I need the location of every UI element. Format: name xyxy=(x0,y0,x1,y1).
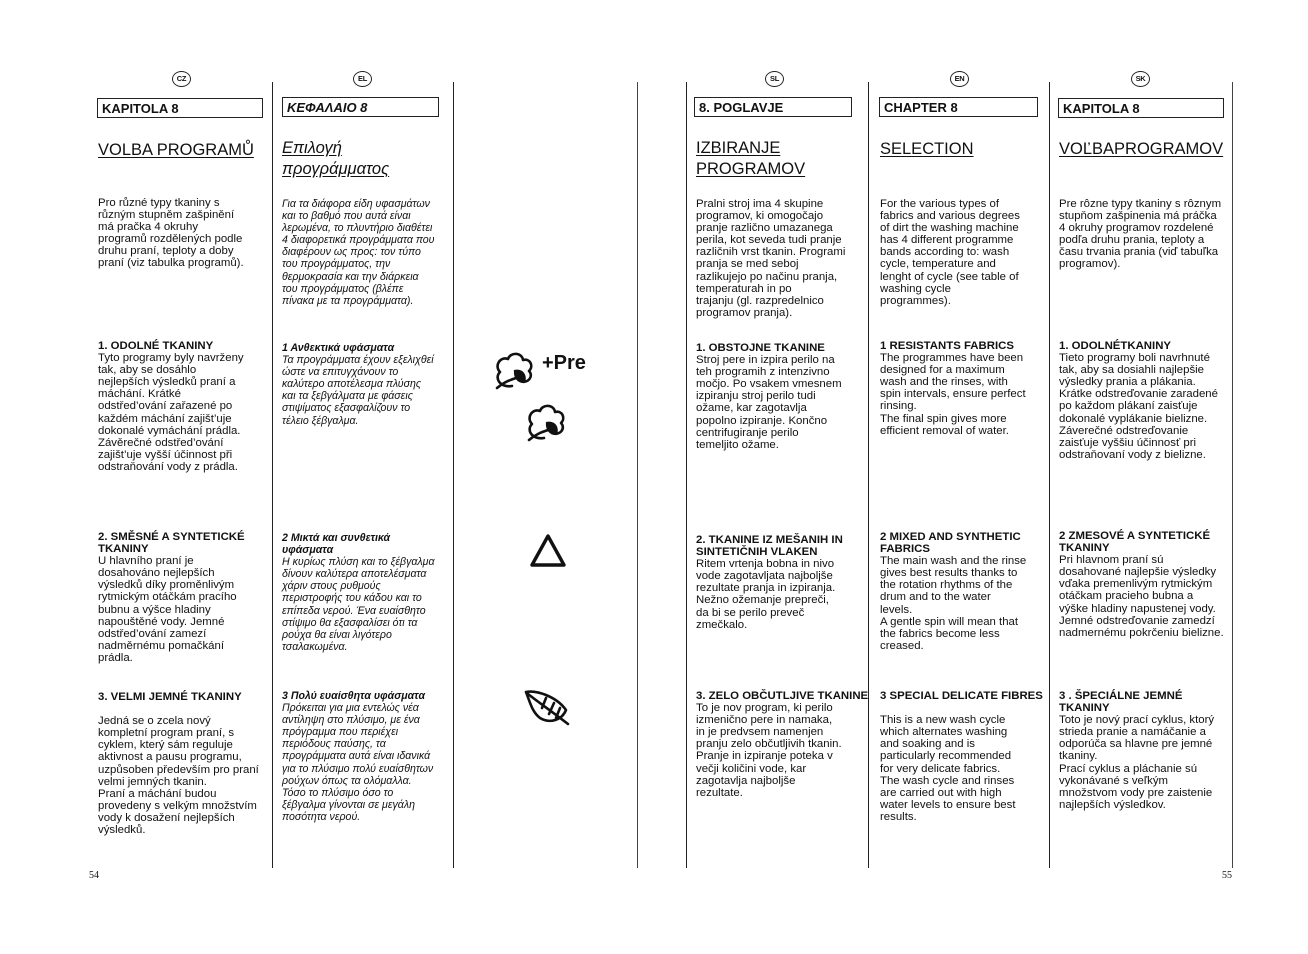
text-line: dosahované najlepšie výsledky xyxy=(1059,566,1217,579)
text-line: množstvom vody pre zaistenie xyxy=(1059,786,1213,799)
section-2-sk xyxy=(1059,530,1224,639)
text-line: και το βαθμό που αυτά είναι xyxy=(282,210,411,223)
text-line: odstraňování vody z prádla. xyxy=(98,460,238,473)
column-divider xyxy=(1232,82,1233,868)
text-line: popolno izpiranje. Končno xyxy=(696,414,828,427)
text-line: ρούχων όπως τα ολόμαλλα. xyxy=(282,774,412,787)
text-line: cyklem, který sám reguluje xyxy=(98,739,233,752)
section-heading-line: 1. ODOLNÉTKANINY xyxy=(1059,340,1172,352)
text-line: centrifugiranje perilo xyxy=(696,426,799,439)
section-2-en xyxy=(880,531,1026,652)
cotton-icon xyxy=(524,402,570,442)
text-line: δίνουν καλύτερα αποτελέσματα xyxy=(282,568,427,581)
text-line: lenght of cycle (see table of xyxy=(880,270,1019,283)
section-title-sl xyxy=(696,138,805,180)
text-line: ρούχα θα είναι λιγότερο xyxy=(282,628,392,641)
language-badge-cz: CZ xyxy=(172,71,191,87)
text-line: Závěrečné odstřed’ování xyxy=(98,436,224,449)
text-line: λερωμένα, το πλυντήριο διαθέτει xyxy=(282,222,433,235)
section-heading-line: 3 . ŠPECIÁLNE JEMNÉ xyxy=(1059,690,1183,702)
section-title-el xyxy=(282,138,389,180)
section-heading-line: 3 SPECIAL DELICATE FIBRES xyxy=(880,690,1043,702)
text-line: dokonalé vyplákanie bielizne. xyxy=(1059,412,1208,425)
text-line: Πρόκειται για μια εντελώς νέα xyxy=(282,702,419,715)
text-line: PROGRAMOV xyxy=(696,160,806,178)
text-line: výške hladiny napustenej vody. xyxy=(1059,602,1216,615)
text-line: For the various types of xyxy=(880,198,1000,210)
section-heading-line: SINTETIČNIH VLAKEN xyxy=(696,546,818,559)
text-line: which alternates washing xyxy=(880,726,1008,739)
section-heading-line: 2 ZMESOVÉ A SYNTETICKÉ xyxy=(1059,530,1211,542)
text-line: Τα προγράμματα έχουν εξελιχθεί xyxy=(282,354,434,367)
text-line: The wash cycle and rinses xyxy=(880,774,1015,787)
column-divider xyxy=(686,82,687,868)
text-line: The main wash and the rinse xyxy=(880,555,1027,568)
text-line: στιψίματος εξασφαλίζουν το xyxy=(282,402,411,415)
text-line: προγράμματος xyxy=(282,160,390,178)
column-divider xyxy=(1049,82,1050,868)
text-line: VOLBA PROGRAMŮ xyxy=(98,141,254,159)
section-heading-line: 3. VELMI JEMNÉ TKANINY xyxy=(98,691,242,703)
text-line: da bi se perilo preveč xyxy=(696,606,805,619)
text-line: temperaturah in po xyxy=(696,282,792,295)
text-line: cycle, temperature and xyxy=(880,258,996,271)
text-line: odstřed’ování zamezí xyxy=(98,627,207,640)
text-line: velmi jemných tkanin. xyxy=(98,775,207,788)
text-line: A gentle spin will mean that xyxy=(880,615,1019,628)
text-line: podľa druhu prania, teploty a xyxy=(1059,234,1205,247)
text-line: of dirt the washing machine xyxy=(880,222,1019,235)
text-line: tak, aby sa dosiahli najlepšie xyxy=(1059,364,1205,377)
text-line: the fabrics become less xyxy=(880,627,1000,640)
text-line: drum and to the water xyxy=(880,591,991,604)
text-line: Tieto programy boli navrhnuté xyxy=(1059,352,1210,365)
text-line: προγράμματα αυτά είναι ιδανικά xyxy=(282,750,431,763)
text-line: Pranje in izpiranje poteka v xyxy=(696,750,833,763)
synthetic-triangle-icon xyxy=(528,532,568,570)
text-line: levels. xyxy=(880,603,913,616)
text-line: περιστροφής του κάδου και το xyxy=(282,592,422,605)
text-line: aktivnost a pausu programu, xyxy=(98,751,242,764)
text-line: fabrics and various degrees xyxy=(880,210,1020,223)
text-line: provedeny s velkým množstvím xyxy=(98,799,257,812)
text-line: zajišt’uje vyšší účinnost při xyxy=(98,448,233,461)
text-line: máchání. Krátké xyxy=(98,388,181,401)
text-line: výsledků díky proměnlivým xyxy=(98,579,235,592)
text-line: περιόδους παύσης, τα xyxy=(282,738,386,751)
text-line: vode zagotavljata najboljše xyxy=(696,570,833,583)
section-heading-line: 3. ZELO OBČUTLJIVE TKANINE xyxy=(696,690,869,702)
text-line: razlikujejo po načinu pranja, xyxy=(696,270,838,283)
section-title-en xyxy=(880,139,974,160)
prewash-label: +Pre xyxy=(542,352,586,374)
text-line: designed for a maximum xyxy=(880,364,1005,377)
text-line: programov, ki omogočajo xyxy=(696,210,824,223)
text-line xyxy=(880,702,1043,714)
text-line: zaisťuje vyššiu účinnosť pri xyxy=(1059,436,1197,449)
text-line: Praní a máchání budou xyxy=(98,787,217,800)
text-line: nejlepších výsledků praní a xyxy=(98,376,236,389)
text-line: odporúča sa hlavne pre jemné xyxy=(1059,738,1213,751)
language-badge-el: EL xyxy=(353,71,372,87)
text-line: in je predvsem namenjen xyxy=(696,726,824,739)
text-line: praní (viz tabulka programů). xyxy=(98,257,244,270)
text-line: To je nov program, ki perilo xyxy=(696,702,833,715)
text-line: Záverečné odstreďovanie xyxy=(1059,424,1189,437)
text-line: διαφέρουν ως προς: τον τύπο xyxy=(282,246,421,259)
text-line: má pračka 4 okruhy xyxy=(98,221,199,234)
text-line: močjo. Po vsakem vmesnem xyxy=(696,378,842,391)
text-line: izpiranju stroj perilo tudi xyxy=(696,390,816,403)
text-line: času trvania prania (viď tabuľka xyxy=(1059,246,1219,259)
text-line: nadmernému pokrčeniu bielizne. xyxy=(1059,626,1224,639)
language-badge-sl: SL xyxy=(765,71,784,87)
column-divider xyxy=(868,82,869,868)
text-line: tak, aby se dosáhlo xyxy=(98,364,197,377)
text-line: creased. xyxy=(880,639,924,652)
text-line: výsledků. xyxy=(98,824,146,837)
section-heading-line: TKANINY xyxy=(1059,702,1110,715)
text-line: spin intervals, ensure perfect xyxy=(880,388,1026,401)
text-line: Η κυρίως πλύση και το ξέβγαλμα xyxy=(282,556,435,569)
text-line: různým stupněm zašpinění xyxy=(98,209,235,222)
section-heading-line: 1. OBSTOJNE TKANINE xyxy=(696,342,825,354)
text-line: različnih vrst tkanin. Programi xyxy=(696,246,846,259)
text-line: uzpůsoben především pro praní xyxy=(98,763,259,776)
text-line: programov). xyxy=(1059,258,1121,271)
text-line: nadměrnému pomačkání xyxy=(98,639,224,652)
section-heading-line: 2. SMĚSNÉ A SYNTETICKÉ xyxy=(98,531,245,543)
text-line: the rotation rhythms of the xyxy=(880,579,1013,592)
text-line: Pre rôzne typy tkaniny s rôznym xyxy=(1059,198,1222,210)
page-number-left: 54 xyxy=(89,870,99,881)
text-line: Prací cyklus a pláchanie sú xyxy=(1059,762,1198,775)
text-line: wash and the rinses, with xyxy=(880,376,1008,389)
text-line: vody k dosažení nejlepších xyxy=(98,811,235,824)
text-line: This is a new wash cycle xyxy=(880,714,1006,727)
section-1-en xyxy=(880,340,1026,437)
text-line: napouštěné vody. Jemné xyxy=(98,615,225,628)
text-line: and soaking and is xyxy=(880,738,975,751)
text-line: po každom plákaní zaisťuje xyxy=(1059,400,1198,413)
text-line: Pro různé typy tkaniny s xyxy=(98,197,220,209)
section-1-sk xyxy=(1059,340,1218,461)
intro-text-sl xyxy=(696,198,845,319)
text-line: odstřed’ování zařazené po xyxy=(98,400,233,413)
section-title-cz xyxy=(98,140,254,161)
section-title-sk xyxy=(1059,139,1223,160)
text-line: teh programih z intenzivno xyxy=(696,366,830,379)
intro-text-en xyxy=(880,198,1020,307)
section-3-cz xyxy=(98,691,259,836)
intro-text-el xyxy=(282,198,435,307)
section-3-el xyxy=(282,690,433,823)
text-line: for very delicate fabrics. xyxy=(880,762,1001,775)
text-line: The programmes have been xyxy=(880,352,1024,365)
text-line: temeljito ožame. xyxy=(696,438,779,451)
text-line: dosahováno nejlepších xyxy=(98,567,215,580)
page-number-right: 55 xyxy=(1222,870,1232,881)
section-3-sl xyxy=(696,690,868,799)
language-badge-sk: SK xyxy=(1131,71,1150,87)
text-line: gives best results thanks to xyxy=(880,567,1018,580)
chapter-box-el: ΚΕΦΑΛΑΙΟ 8 xyxy=(282,97,439,117)
chapter-box-sk: KAPITOLA 8 xyxy=(1058,98,1224,118)
text-line: pranja se med seboj xyxy=(696,258,799,271)
section-3-sk xyxy=(1059,690,1214,811)
text-line: Τόσο το πλύσιμο όσο το xyxy=(282,786,394,799)
cotton-prewash-icon xyxy=(492,350,538,390)
text-line: επίπεδα νερού. Ένα ευαίσθητο xyxy=(282,604,426,617)
text-line: θερμοκρασία και την διάρκεια xyxy=(282,270,419,283)
column-divider xyxy=(453,82,454,868)
text-line: Pri hlavnom praní sú xyxy=(1059,554,1164,567)
section-heading-line: FABRICS xyxy=(880,543,930,556)
text-line: strieda pranie a namáčanie a xyxy=(1059,726,1206,739)
intro-text-cz xyxy=(98,197,244,270)
text-line: has 4 different programme xyxy=(880,234,1014,247)
text-line: Jedná se o zcela nový xyxy=(98,715,211,728)
text-line: najlepších výsledkov. xyxy=(1059,798,1166,811)
text-line: are carried out with high xyxy=(880,786,1002,799)
text-line: πίνακα με τα προγράμματα). xyxy=(282,294,414,307)
text-line: izmenično pere in namaka, xyxy=(696,714,833,727)
text-line: Pralni stroj ima 4 skupine xyxy=(696,198,824,210)
text-line: kompletní program praní, s xyxy=(98,727,235,740)
text-line: večji količini vode, kar xyxy=(696,762,807,775)
text-line: trajanju (gl. razpredelnico xyxy=(696,294,824,307)
chapter-box-en: CHAPTER 8 xyxy=(879,97,1038,117)
text-line: Stroj pere in izpira perilo na xyxy=(696,354,835,367)
section-1-el xyxy=(282,342,434,427)
text-line: καλύτερο αποτέλεσμα πλύσης xyxy=(282,378,422,391)
section-heading-line: 2 Μικτά και συνθετικά xyxy=(282,532,391,544)
text-line: rezultate. xyxy=(696,786,743,799)
text-line: rinsing. xyxy=(880,400,917,413)
text-line: ποσότητα νερού. xyxy=(282,810,361,823)
text-line: water levels to ensure best xyxy=(880,798,1016,811)
text-line: τσαλακωμένα. xyxy=(282,640,348,653)
text-line: The final spin gives more xyxy=(880,412,1007,425)
text-line xyxy=(98,703,259,715)
text-line: programmes). xyxy=(880,294,951,307)
text-line: washing cycle xyxy=(880,282,951,295)
text-line: bubnu a výšce hladiny xyxy=(98,603,211,616)
text-line: stupňom zašpinenia má práčka xyxy=(1059,210,1217,223)
section-1-sl xyxy=(696,342,842,451)
text-line: Krátke odstreďovanie zaradené xyxy=(1059,388,1218,401)
text-line: Επιλογή xyxy=(282,139,342,157)
text-line: výsledky prania a plákania. xyxy=(1059,376,1196,389)
text-line: ξέβγαλμα γίνονται σε μεγάλη xyxy=(282,798,415,811)
text-line: každém máchání zajišt’uje xyxy=(98,412,232,425)
text-line: zagotavlja najboljše xyxy=(696,774,796,787)
language-badge-en: EN xyxy=(950,71,969,87)
text-line: VOĽBAPROGRAMOV xyxy=(1059,140,1224,158)
text-line: pranju zelo občutljivih tkanin. xyxy=(696,738,842,751)
text-line: druhu praní, teploty a doby xyxy=(98,245,234,258)
text-line: tkaniny. xyxy=(1059,750,1098,763)
text-line: otáčkam pracieho bubna a xyxy=(1059,590,1194,603)
section-2-el xyxy=(282,532,434,653)
chapter-box-cz: KAPITOLA 8 xyxy=(97,98,263,118)
section-1-cz xyxy=(98,340,244,473)
text-line: του προγράμματος, την xyxy=(282,258,391,271)
text-line: 4 okruhy programov rozdelené xyxy=(1059,222,1214,235)
text-line: particularly recommended xyxy=(880,750,1012,763)
text-line: results. xyxy=(880,810,917,823)
text-line: vykonávané s veľkým xyxy=(1059,774,1169,787)
text-line: rezultate pranja in izpiranja. xyxy=(696,582,836,595)
text-line: και τα ξεβγάλματα με φάσεις xyxy=(282,390,413,403)
text-line: prádla. xyxy=(98,651,133,664)
intro-text-sk xyxy=(1059,198,1221,271)
section-2-cz xyxy=(98,531,245,664)
text-line: pranje različno umazanega xyxy=(696,222,833,235)
section-2-sl xyxy=(696,534,843,631)
text-line: zmečkalo. xyxy=(696,618,748,631)
section-heading-line: TKANINY xyxy=(98,543,149,556)
section-3-en xyxy=(880,690,1043,823)
section-heading-line: υφάσματα xyxy=(282,544,334,557)
text-line: Tyto programy byly navrženy xyxy=(98,352,244,365)
column-divider xyxy=(272,82,273,868)
text-line: SELECTION xyxy=(880,140,974,158)
section-heading-line: 1 RESISTANTS FABRICS xyxy=(880,340,1014,352)
text-line: ώστε να επιτυγχάνουν το xyxy=(282,366,399,379)
text-line: IZBIRANJE xyxy=(696,139,781,157)
text-line: perila, kot seveda tudi pranje xyxy=(696,234,842,247)
delicate-feather-icon xyxy=(522,686,572,728)
text-line: efficient removal of water. xyxy=(880,424,1009,437)
text-line: Για τα διάφορα είδη υφασμάτων xyxy=(282,198,430,210)
text-line: Ritem vrtenja bobna in nivo xyxy=(696,558,835,571)
text-line: 4 διαφορετικά προγράμματα που xyxy=(282,234,435,247)
text-line: vďaka premenlivým rytmickým xyxy=(1059,578,1213,591)
text-line: αντίληψη στο πλύσιμο, με ένα xyxy=(282,714,420,727)
text-line: odstraňovaní vody z bielizne. xyxy=(1059,448,1206,461)
column-divider xyxy=(637,82,638,868)
section-heading-line: 1. ODOLNÉ TKANINY xyxy=(98,340,214,352)
text-line: τέλειο ξέβγαλμα. xyxy=(282,414,359,427)
text-line: bands according to: wash xyxy=(880,246,1010,259)
section-heading-line: 1 Ανθεκτικά υφάσματα xyxy=(282,342,395,354)
text-line: programov pranja). xyxy=(696,306,793,319)
chapter-box-sl: 8. POGLAVJE xyxy=(694,97,852,117)
text-line: χάριν στους ρυθμούς xyxy=(282,580,381,593)
text-line: programů rozdělených podle xyxy=(98,233,243,246)
section-heading-line: 2 MIXED AND SYNTHETIC xyxy=(880,531,1021,543)
text-line: ožame, kar zagotavlja xyxy=(696,402,807,415)
section-heading-line: 2. TKANINE IZ MEŠANIH IN xyxy=(696,534,843,546)
text-line: για το πλύσιμο πολύ ευαίσθητων xyxy=(282,762,434,775)
text-line: Jemné odstreďovanie zamedzí xyxy=(1059,614,1215,627)
text-line: του προγράμματος (βλέπε xyxy=(282,282,404,295)
text-line: Toto je nový prací cyklus, ktorý xyxy=(1059,714,1215,727)
text-line: Nežno ožemanje prepreči, xyxy=(696,594,829,607)
section-heading-line: TKANINY xyxy=(1059,542,1110,555)
text-line: U hlavního praní je xyxy=(98,555,194,568)
text-line: rytmickým otáčkám pracího xyxy=(98,591,237,604)
text-line: στίψιμο θα εξασφαλίσει ότι τα xyxy=(282,616,418,629)
section-heading-line: 3 Πολύ ευαίσθητα υφάσματα xyxy=(282,690,426,702)
text-line: πρόγραμμα που περιέχει xyxy=(282,726,399,739)
text-line: dokonalé vymáchání prádla. xyxy=(98,424,241,437)
